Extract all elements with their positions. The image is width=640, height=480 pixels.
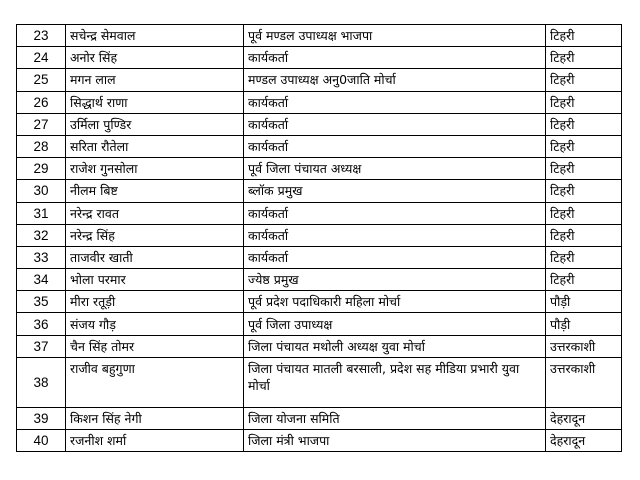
member-designation: पूर्व मण्डल उपाध्यक्ष भाजपा xyxy=(244,25,546,47)
member-designation: मण्डल उपाध्यक्ष अनु0जाति मोर्चा xyxy=(244,69,546,91)
member-name: सिद्धार्थ राणा xyxy=(66,91,244,113)
table-row xyxy=(17,269,622,291)
members-table xyxy=(16,24,622,452)
member-designation: पूर्व प्रदेश पदाधिकारी महिला मोर्चा xyxy=(244,291,546,313)
member-name: सरिता रौतेला xyxy=(66,135,244,157)
serial-number: 38 xyxy=(17,357,66,407)
member-designation: पूर्व जिला पंचायत अध्यक्ष xyxy=(244,158,546,180)
table-row xyxy=(17,357,622,407)
member-district: टिहरी xyxy=(546,180,622,202)
member-designation: जिला योजना समिति xyxy=(244,407,546,429)
table-row xyxy=(17,47,622,69)
member-district: उत्तरकाशी xyxy=(546,357,622,407)
member-district: टिहरी xyxy=(546,135,622,157)
member-name: भोला परमार xyxy=(66,269,244,291)
member-name: संजय गौड़ xyxy=(66,313,244,335)
member-district: टिहरी xyxy=(546,47,622,69)
serial-number: 28 xyxy=(17,135,66,157)
member-designation: जिला पंचायत मथोली अध्यक्ष युवा मोर्चा xyxy=(244,335,546,357)
table-row xyxy=(17,224,622,246)
member-name: नरेन्द्र रावत xyxy=(66,202,244,224)
member-district: टिहरी xyxy=(546,25,622,47)
table-row xyxy=(17,407,622,429)
table-row xyxy=(17,25,622,47)
member-designation: कार्यकर्ता xyxy=(244,202,546,224)
member-designation: पूर्व जिला उपाध्यक्ष xyxy=(244,313,546,335)
serial-number: 23 xyxy=(17,25,66,47)
member-district: टिहरी xyxy=(546,113,622,135)
member-designation: कार्यकर्ता xyxy=(244,47,546,69)
table-row xyxy=(17,69,622,91)
serial-number: 39 xyxy=(17,407,66,429)
table-row xyxy=(17,335,622,357)
member-name: मगन लाल xyxy=(66,69,244,91)
table-row xyxy=(17,291,622,313)
member-designation: कार्यकर्ता xyxy=(244,224,546,246)
table-row xyxy=(17,430,622,452)
member-name: सचेन्द्र सेमवाल xyxy=(66,25,244,47)
serial-number: 26 xyxy=(17,91,66,113)
member-district: टिहरी xyxy=(546,269,622,291)
member-district: टिहरी xyxy=(546,246,622,268)
member-designation: ज्येष्ठ प्रमुख xyxy=(244,269,546,291)
member-district: टिहरी xyxy=(546,158,622,180)
serial-number: 29 xyxy=(17,158,66,180)
member-name: ताजवीर खाती xyxy=(66,246,244,268)
member-name: राजेश गुनसोला xyxy=(66,158,244,180)
members-table-body xyxy=(17,25,622,452)
member-district: देहरादून xyxy=(546,430,622,452)
member-name: अनोर सिंह xyxy=(66,47,244,69)
member-district: टिहरी xyxy=(546,202,622,224)
member-name: नीलम बिष्ट xyxy=(66,180,244,202)
member-designation: जिला पंचायत मातली बरसाली, प्रदेश सह मीडिया प्रभारी युवा मोर्चा xyxy=(244,357,546,407)
serial-number: 27 xyxy=(17,113,66,135)
table-row xyxy=(17,313,622,335)
table-row xyxy=(17,135,622,157)
table-row xyxy=(17,202,622,224)
member-district: टिहरी xyxy=(546,224,622,246)
serial-number: 35 xyxy=(17,291,66,313)
member-name: उर्मिला पुण्डिर xyxy=(66,113,244,135)
table-row xyxy=(17,91,622,113)
member-name: रजनीश शर्मा xyxy=(66,430,244,452)
member-name: मीरा रतूड़ी xyxy=(66,291,244,313)
serial-number: 33 xyxy=(17,246,66,268)
serial-number: 32 xyxy=(17,224,66,246)
member-designation: कार्यकर्ता xyxy=(244,135,546,157)
member-district: पौड़ी xyxy=(546,313,622,335)
table-row xyxy=(17,180,622,202)
member-name: राजीव बहुगुणा xyxy=(66,357,244,407)
serial-number: 31 xyxy=(17,202,66,224)
table-row xyxy=(17,113,622,135)
member-district: उत्तरकाशी xyxy=(546,335,622,357)
serial-number: 24 xyxy=(17,47,66,69)
member-name: चैन सिंह तोमर xyxy=(66,335,244,357)
member-designation: जिला मंत्री भाजपा xyxy=(244,430,546,452)
table-row xyxy=(17,246,622,268)
serial-number: 25 xyxy=(17,69,66,91)
serial-number: 37 xyxy=(17,335,66,357)
member-district: देहरादून xyxy=(546,407,622,429)
serial-number: 40 xyxy=(17,430,66,452)
member-designation: कार्यकर्ता xyxy=(244,113,546,135)
serial-number: 36 xyxy=(17,313,66,335)
table-row xyxy=(17,158,622,180)
member-designation: कार्यकर्ता xyxy=(244,246,546,268)
member-name: नरेन्द्र सिंह xyxy=(66,224,244,246)
member-designation: कार्यकर्ता xyxy=(244,91,546,113)
member-district: टिहरी xyxy=(546,91,622,113)
serial-number: 34 xyxy=(17,269,66,291)
member-district: टिहरी xyxy=(546,69,622,91)
member-name: किशन सिंह नेगी xyxy=(66,407,244,429)
member-designation: ब्लॉक प्रमुख xyxy=(244,180,546,202)
serial-number: 30 xyxy=(17,180,66,202)
member-district: पौड़ी xyxy=(546,291,622,313)
